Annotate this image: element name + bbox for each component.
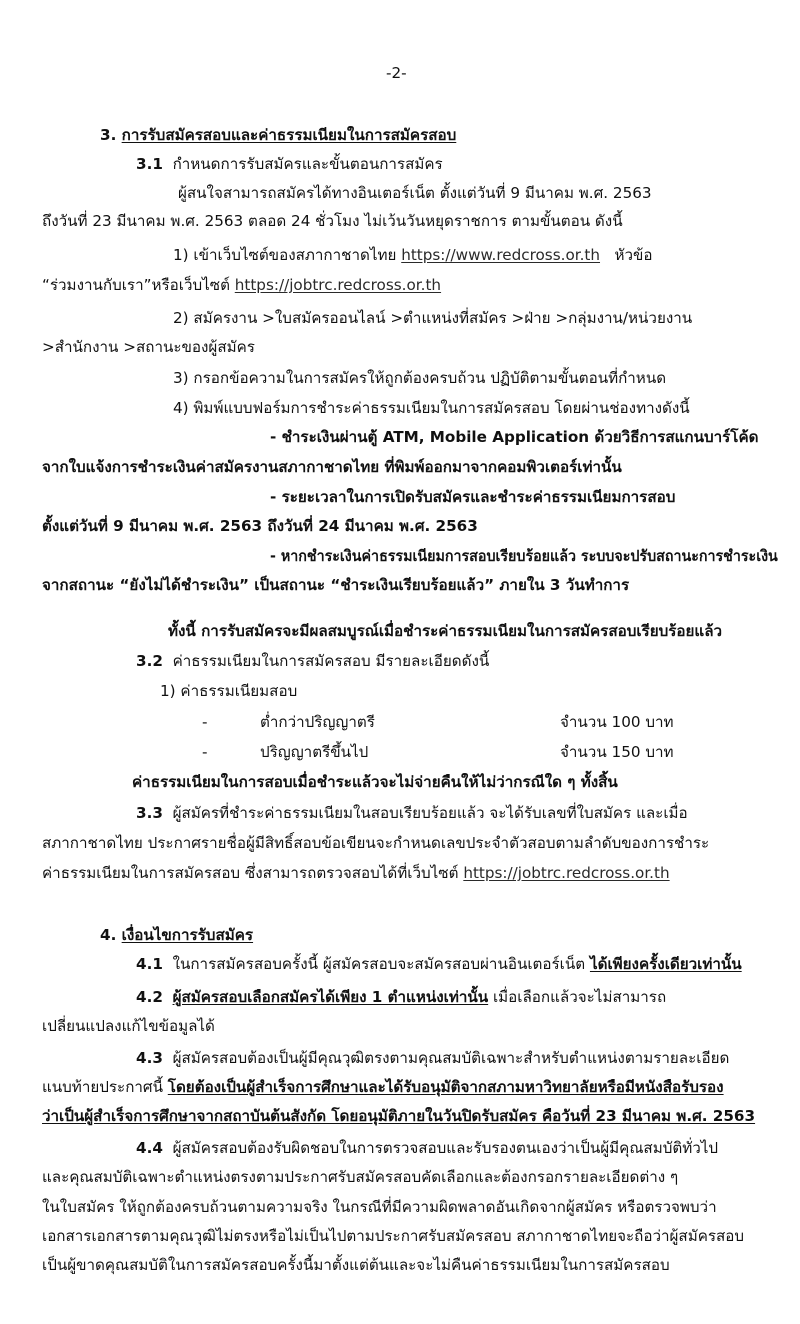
s44-line5: เป็นผู้ขาดคุณสมบัติในการสมัครสอบครั้งนี้มาตั้งแต่ต้นและจะไม่คืนค่าธรรมเนียมในการสมัครสอบ (42, 1256, 670, 1274)
s32-no-refund: ค่าธรรมเนียมในการสอบเมื่อชำระแล้วจะไม่จ่ายคืนให้ไม่ว่ากรณีใด ๆ ทั้งสิ้น (132, 773, 618, 791)
s42-line2: เปลี่ยนแปลงแก้ไขข้อมูลได้ (42, 1017, 215, 1035)
s31-bullet-1-line2: จากใบแจ้งการชำระเงินค่าสมัครงานสภากาชาดไทย ที่พิมพ์ออกมาจากคอมพิวเตอร์เท่านั้น (42, 458, 622, 476)
fee-row-amount: จำนวน 150 บาท (560, 743, 674, 761)
page-number: -2- (386, 64, 407, 82)
s31-intro-line1: ผู้สนใจสามารถสมัครได้ทางอินเตอร์เน็ต ตั้งแต่วันที่ 9 มีนาคม พ.ศ. 2563 (178, 184, 652, 202)
section-4-3: 4.3 ผู้สมัครสอบต้องเป็นผู้มีคุณวุฒิตรงตามคุณสมบัติเฉพาะสำหรับตำแหน่งตามรายละเอียด (136, 1049, 730, 1067)
s31-bullet-3: - หากชำระเงินค่าธรรมเนียมการสอบเรียบร้อยแล้ว ระบบจะปรับสถานะการชำระเงิน (270, 547, 778, 565)
s31-step-3: 3) กรอกข้อความในการสมัครให้ถูกต้องครบถ้วน ปฏิบัติตามขั้นตอนที่กำหนด (173, 369, 667, 387)
s32-sub-1: 1) ค่าธรรมเนียมสอบ (160, 682, 298, 700)
s31-intro-line2: ถึงวันที่ 23 มีนาคม พ.ศ. 2563 ตลอด 24 ชั่วโมง ไม่เว้นวันหยุดราชการ ตามขั้นตอน ดังนี้ (42, 212, 623, 230)
fee-row-level: ต่ำกว่าปริญญาตรี (260, 713, 375, 731)
s33-line2: สภากาชาดไทย ประกาศรายชื่อผู้มีสิทธิ์สอบข้อเขียนจะกำหนดเลขประจำตัวสอบตามลำดับของการชำระ (42, 834, 710, 852)
fee-row-dash: - (202, 743, 208, 761)
s31-bullet-2-line2: ตั้งแต่วันที่ 9 มีนาคม พ.ศ. 2563 ถึงวันที่ 24 มีนาคม พ.ศ. 2563 (42, 517, 478, 535)
section-3-1-title: 3.1 กำหนดการรับสมัครและขั้นตอนการสมัคร (136, 155, 443, 173)
s31-step-2-line2: >สำนักงาน >สถานะของผู้สมัคร (42, 338, 255, 356)
s31-step-1-line2: “ร่วมงานกับเรา”หรือเว็บไซต์ https://jobtrc.redcross.or.th (42, 276, 442, 294)
jobtrc-link-2[interactable]: https://jobtrc.redcross.or.th (463, 864, 670, 882)
s31-step-4: 4) พิมพ์แบบฟอร์มการชำระค่าธรรมเนียมในการสมัครสอบ โดยผ่านช่องทางดังนี้ (173, 399, 690, 417)
fee-row-amount: จำนวน 100 บาท (560, 713, 674, 731)
s33-line3: ค่าธรรมเนียมในการสมัครสอบ ซึ่งสามารถตรวจสอบได้ที่เว็บไซต์ https://jobtrc.redcross.or.th (42, 864, 670, 882)
section-4-4: 4.4 ผู้สมัครสอบต้องรับผิดชอบในการตรวจสอบและรับรองตนเองว่าเป็นผู้มีคุณสมบัติทั่วไป (136, 1139, 719, 1157)
s31-step-1: 1) เข้าเว็บไซต์ของสภากาชาดไทย https://www.redcross.or.th หัวข้อ (173, 246, 653, 264)
section-3-3: 3.3 ผู้สมัครที่ชำระค่าธรรมเนียมในสอบเรียบร้อยแล้ว จะได้รับเลขที่ใบสมัคร และเมื่อ (136, 804, 688, 822)
s44-line3: ในใบสมัคร ให้ถูกต้องครบถ้วนตามความจริง ในกรณีที่มีความผิดพลาดอันเกิดจากผู้สมัคร หรือตรวจพบว่า (42, 1198, 717, 1216)
s31-note: ทั้งนี้ การรับสมัครจะมีผลสมบูรณ์เมื่อชำระค่าธรรมเนียมในการสมัครสอบเรียบร้อยแล้ว (168, 622, 723, 640)
s31-step-2: 2) สมัครงาน >ใบสมัครออนไลน์ >ตำแหน่งที่สมัคร >ฝ่าย >กลุ่มงาน/หน่วยงาน (173, 309, 693, 327)
section-4-heading: 4. เงื่อนไขการรับสมัคร (100, 926, 254, 944)
fee-row-level: ปริญญาตรีขึ้นไป (260, 743, 369, 761)
s43-line3: ว่าเป็นผู้สำเร็จการศึกษาจากสถาบันต้นสังกัด โดยอนุมัติภายในวันปิดรับสมัคร คือวันที่ 23 มีนาคม พ.ศ. 2563 (42, 1107, 756, 1125)
redcross-link[interactable]: https://www.redcross.or.th (401, 246, 601, 264)
section-4-2: 4.2 ผู้สมัครสอบเลือกสมัครได้เพียง 1 ตำแหน่งเท่านั้น เมื่อเลือกแล้วจะไม่สามารถ (136, 988, 667, 1006)
fee-row-dash: - (202, 713, 208, 731)
section-3-2-title: 3.2 ค่าธรรมเนียมในการสมัครสอบ มีรายละเอียดดังนี้ (136, 652, 490, 670)
s31-bullet-3-line2: จากสถานะ “ยังไม่ได้ชำระเงิน” เป็นสถานะ “ชำระเงินเรียบร้อยแล้ว” ภายใน 3 วันทำการ (42, 576, 630, 594)
section-3-heading: 3. การรับสมัครสอบและค่าธรรมเนียมในการสมัครสอบ (100, 126, 457, 144)
s44-line4: เอกสารเอกสารตามคุณวุฒิไม่ตรงหรือไม่เป็นไปตามประกาศรับสมัครสอบ สภากาชาดไทยจะถือว่าผู้สมัครสอบ (42, 1227, 745, 1245)
s43-line2: แนบท้ายประกาศนี้ โดยต้องเป็นผู้สำเร็จการศึกษาและได้รับอนุมัติจากสภามหาวิทยาลัยหรือมีหนังสือรับรอง (42, 1078, 724, 1096)
s44-line2: และคุณสมบัติเฉพาะตำแหน่งตรงตามประกาศรับสมัครสอบคัดเลือกและต้องกรอกรายละเอียดต่าง ๆ (42, 1168, 679, 1186)
jobtrc-link[interactable]: https://jobtrc.redcross.or.th (234, 276, 442, 294)
s31-bullet-2: - ระยะเวลาในการเปิดรับสมัครและชำระค่าธรรมเนียมการสอบ (270, 488, 676, 506)
section-4-1: 4.1 ในการสมัครสอบครั้งนี้ ผู้สมัครสอบจะสมัครสอบผ่านอินเตอร์เน็ต ได้เพียงครั้งเดียวเท่านั้น (136, 955, 742, 973)
s31-bullet-1: - ชำระเงินผ่านตู้ ATM, Mobile Application ด้วยวิธีการสแกนบาร์โค้ด (270, 428, 759, 446)
